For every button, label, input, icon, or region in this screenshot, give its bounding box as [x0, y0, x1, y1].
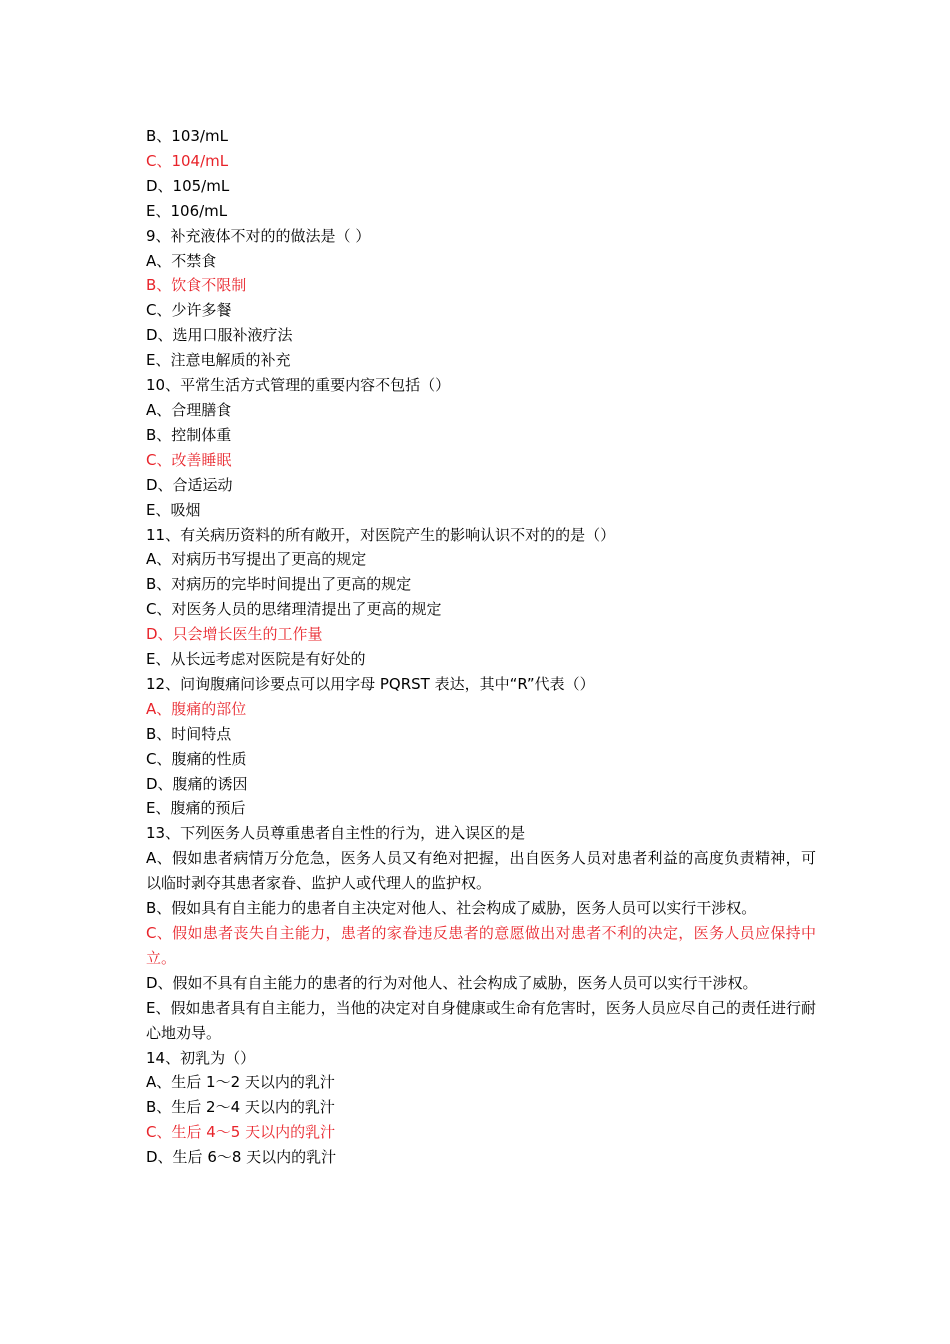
text-line: A、生后 1～2 天以内的乳汁	[146, 1073, 335, 1092]
text-line: B、假如具有自主能力的患者自主决定对他人、社会构成了威胁，医务人员可以实行干涉权。	[146, 899, 757, 918]
text-line: E、腹痛的预后	[146, 799, 246, 818]
text-line: D、生后 6～8 天以内的乳汁	[146, 1148, 337, 1167]
text-line: 9、补充液体不对的的做法是（ ）	[146, 226, 371, 245]
answer-line-correct: C、104/mL	[146, 151, 229, 170]
text-line: A、对病历书写提出了更高的规定	[146, 550, 367, 569]
text-line: D、假如不具有自主能力的患者的行为对他人、社会构成了威胁，医务人员可以实行干涉权。	[146, 973, 758, 992]
text-line: E、吸烟	[146, 500, 201, 519]
text-line: D、选用口服补液疗法	[146, 326, 293, 345]
text-line: E、假如患者具有自主能力，当他的决定对自身健康或生命有危害时，医务人员应尽自己的责任进行耐心地劝导。	[146, 998, 816, 1042]
answer-line-correct: A、腹痛的部位	[146, 699, 247, 718]
text-line: E、106/mL	[146, 201, 228, 220]
text-line: B、生后 2～4 天以内的乳汁	[146, 1098, 335, 1117]
text-line: 10、平常生活方式管理的重要内容不包括（）	[146, 376, 451, 395]
text-line: D、105/mL	[146, 176, 230, 195]
text-line: A、假如患者病情万分危急，医务人员又有绝对把握，出自医务人员对患者利益的高度负责精神，可以临时剥夺其患者家眷、监护人或代理人的监护权。	[146, 849, 816, 893]
document-body	[146, 124, 816, 1170]
text-line: 14、初乳为（）	[146, 1048, 256, 1067]
text-line: E、从长远考虑对医院是有好处的	[146, 650, 366, 669]
answer-line-correct: B、饮食不限制	[146, 276, 247, 295]
answer-line-correct: C、改善睡眠	[146, 450, 232, 469]
text-line: D、合适运动	[146, 475, 233, 494]
text-line: 11、有关病历资料的所有敞开，对医院产生的影响认识不对的的是（）	[146, 525, 616, 544]
text-line: C、腹痛的性质	[146, 749, 247, 768]
text-line: C、对医务人员的思绪理清提出了更高的规定	[146, 600, 442, 619]
answer-line-correct: C、假如患者丧失自主能力，患者的家眷违反患者的意愿做出对患者不利的决定，医务人员应保持中立。	[146, 924, 816, 967]
text-line: 12、问询腹痛问诊要点可以用字母 PQRST 表达，其中“R”代表（）	[146, 674, 595, 693]
text-line: D、腹痛的诱因	[146, 774, 248, 793]
text-line: B、控制体重	[146, 425, 232, 444]
text-line: 13、下列医务人员尊重患者自主性的行为，进入误区的是	[146, 824, 526, 843]
answer-line-correct: C、生后 4～5 天以内的乳汁	[146, 1123, 336, 1142]
answer-line-correct: D、只会增长医生的工作量	[146, 625, 323, 644]
text-line: E、注意电解质的补充	[146, 351, 291, 370]
text-line: A、合理膳食	[146, 400, 232, 419]
text-line: B、对病历的完毕时间提出了更高的规定	[146, 575, 412, 594]
text-line: B、103/mL	[146, 127, 228, 145]
text-line: C、少许多餐	[146, 301, 232, 320]
text-line: A、不禁食	[146, 251, 217, 270]
text-line: B、时间特点	[146, 724, 232, 743]
